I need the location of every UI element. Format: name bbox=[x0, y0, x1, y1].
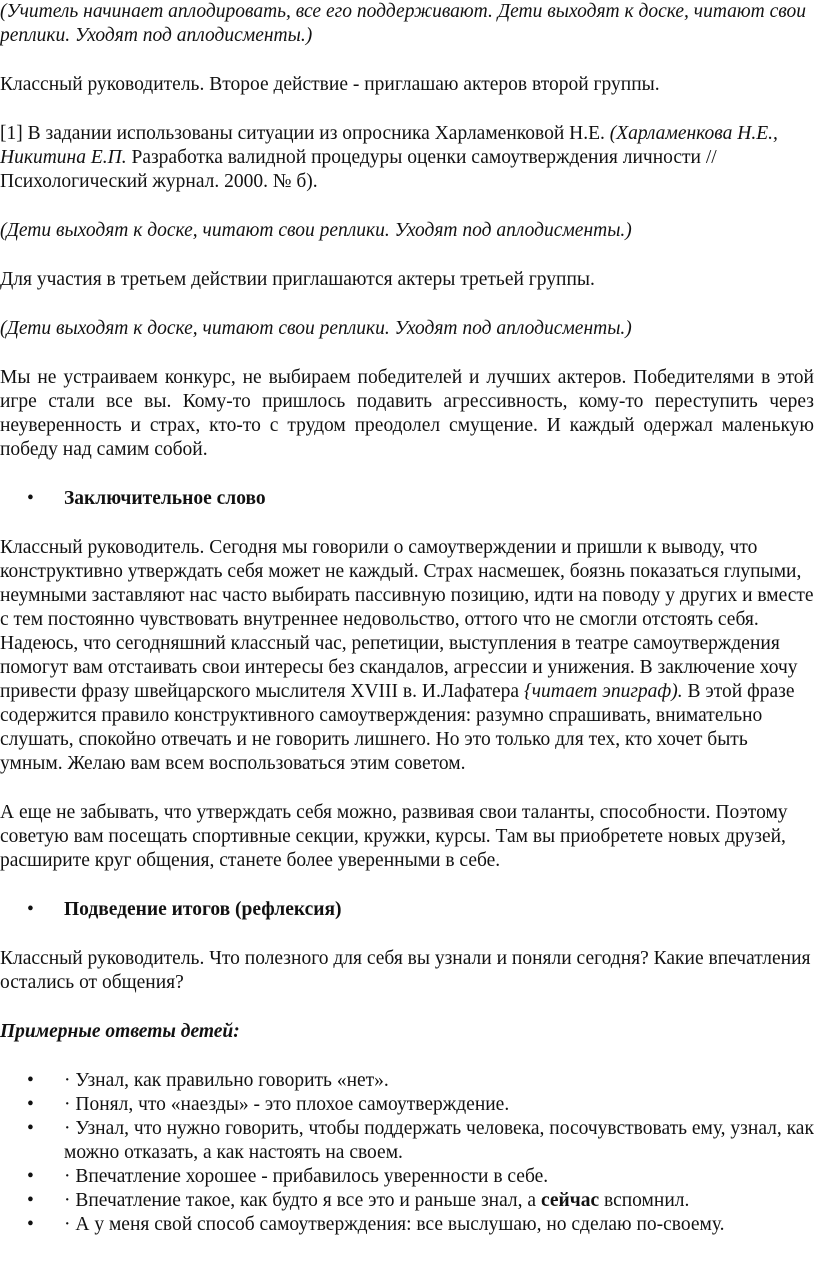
stage-direction-3: (Дети выходят к доске, читают свои реплики. Уходят под аплодисменты.) bbox=[0, 318, 632, 339]
section-heading-closing bbox=[0, 487, 814, 511]
bullet-icon: • bbox=[27, 488, 34, 509]
answer-text-after: вспомнил. bbox=[599, 1190, 690, 1211]
answer-text: · Узнал, как правильно говорить «нет». bbox=[64, 1070, 389, 1091]
footnote-text-1: [1] В задании использованы ситуации из опросника Харламенковой Н.Е. bbox=[0, 123, 610, 144]
bullet-icon: • bbox=[27, 1118, 34, 1139]
list-item bbox=[0, 1213, 814, 1237]
answer-text-emphasis: сейчас bbox=[540, 1190, 600, 1211]
closing-text-1: Классный руководитель. Сегодня мы говорили о самоутверждении и пришли к выводу, что конструктивно утверждать себя может не каждый. Страх насмешек, боязнь показаться глупыми, неумными заставляют нас часто выбирать пассивную позицию, идти на поводу у других и вместе с тем постоянно чувствовать внутреннее недовольство, оттого что не смогли отстоять себя. Надеюсь, что сегодняшний классный час, репетиции, выступления в театре самоутверждения помогут вам отстаивать свои интересы без скандалов, агрессии и унижения. В заключение хочу привести фразу швейцарского мыслителя XVIII в. И.Лафатера bbox=[0, 537, 814, 702]
list-item bbox=[0, 1117, 814, 1165]
heading-text: Подведение итогов (рефлексия) bbox=[64, 899, 342, 920]
answers-list bbox=[0, 1069, 814, 1237]
footnote-authors: (Харламенкова Н.Е., Никитина Е.П. bbox=[0, 123, 778, 168]
paragraph-reflection-question: Классный руководитель. Что полезного для себя вы узнали и поняли сегодня? Какие впечатления остались от общения? bbox=[0, 948, 811, 993]
list-item bbox=[0, 1069, 814, 1093]
bullet-icon: • bbox=[27, 1070, 34, 1091]
closing-text-2: В этой фразе содержится правило конструктивного самоутверждения: разумно спрашивать, внимательно слушать, спокойно отвечать и не говорить лишнего. Но это только для тех, кто хочет быть умным. Желаю вам всем воспользоваться этим советом. bbox=[0, 681, 795, 774]
paragraph-third-act: Для участия в третьем действии приглашаются актеры третьей группы. bbox=[0, 269, 595, 290]
bullet-icon: • bbox=[27, 1166, 34, 1187]
closing-epigraph-note: {читает эпиграф). bbox=[523, 681, 683, 702]
bullet-icon: • bbox=[27, 1214, 34, 1235]
paragraph-winners: Мы не устраиваем конкурс, не выбираем победителей и лучших актеров. Победителями в этой игре стали все вы. Кому-то пришлось подавить агрессивность, кому-то переступить через неуверенность и страх, кто-то с трудом преодолел смущение. И каждый одержал маленькую победу над самим собой. bbox=[0, 367, 814, 460]
list-item bbox=[0, 1189, 814, 1213]
footnote-paragraph bbox=[0, 122, 814, 194]
list-item bbox=[0, 1093, 814, 1117]
answer-text-before: · Впечатление такое, как будто я все это и раньше знал, а bbox=[64, 1190, 541, 1211]
footnote-text-2: Разработка валидной процедуры оценки самоутверждения личности // Психологический журнал. 2000. № б). bbox=[0, 147, 717, 192]
paragraph-closing-speech bbox=[0, 536, 814, 776]
answer-text: · А у меня свой способ самоутверждения: все выслушаю, но сделаю по-своему. bbox=[64, 1214, 725, 1235]
answer-text: · Впечатление хорошее - прибавилось уверенности в себе. bbox=[64, 1166, 549, 1187]
bullet-icon: • bbox=[27, 1190, 34, 1211]
bullet-icon: • bbox=[27, 1094, 34, 1115]
heading-text: Заключительное слово bbox=[64, 488, 266, 509]
answer-text: · Понял, что «наезды» - это плохое самоутверждение. bbox=[64, 1094, 510, 1115]
list-item bbox=[0, 1165, 814, 1189]
answers-title: Примерные ответы детей: bbox=[0, 1021, 240, 1042]
answer-text: · Узнал, что нужно говорить, чтобы поддержать человека, посочувствовать ему, узнал, как можно отказать, а как настоять на своем. bbox=[64, 1118, 814, 1163]
bullet-icon: • bbox=[27, 899, 34, 920]
section-heading-reflection bbox=[0, 898, 814, 922]
paragraph-talents: А еще не забывать, что утверждать себя можно, развивая свои таланты, способности. Поэтому советую вам посещать спортивные секции, кружки, курсы. Там вы приобретете новых друзей, расширите круг общения, станете более уверенными в себе. bbox=[0, 802, 788, 871]
paragraph-second-act: Классный руководитель. Второе действие - приглашаю актеров второй группы. bbox=[0, 74, 660, 95]
stage-direction-2: (Дети выходят к доске, читают свои реплики. Уходят под аплодисменты.) bbox=[0, 220, 632, 241]
stage-direction-1: (Учитель начинает аплодировать, все его поддерживают. Дети выходят к доске, читают свои реплики. Уходят под аплодисменты.) bbox=[0, 1, 806, 46]
